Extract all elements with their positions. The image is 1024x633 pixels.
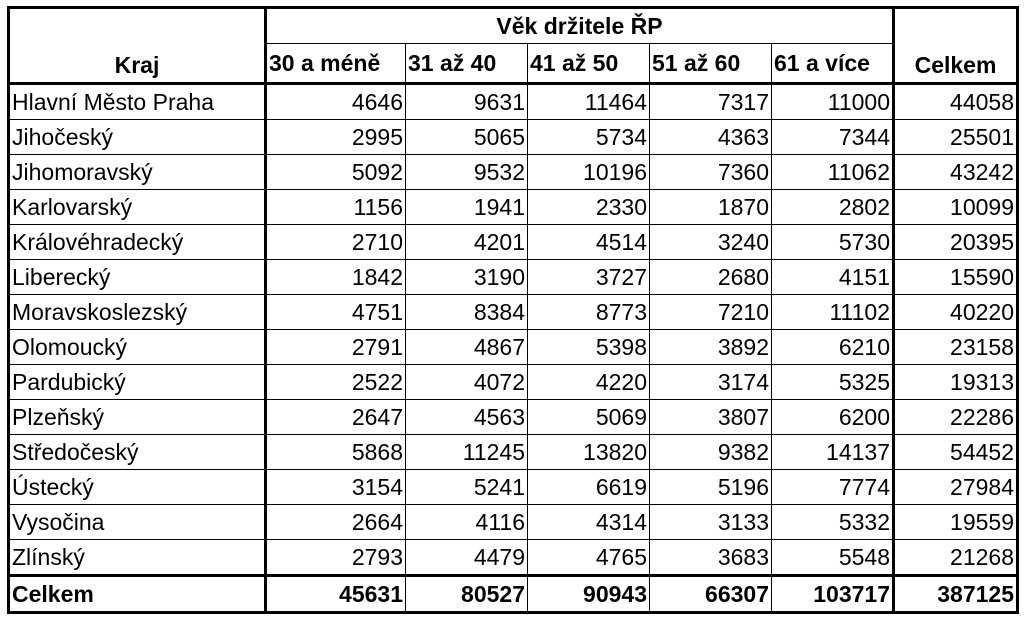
value-cell: 4363 bbox=[650, 120, 772, 155]
age-group-header: 30 a méně bbox=[266, 44, 406, 84]
value-cell: 4314 bbox=[528, 505, 650, 540]
value-cell: 14137 bbox=[772, 435, 894, 470]
value-cell: 3190 bbox=[406, 260, 528, 295]
region-name-cell: Plzeňský bbox=[9, 400, 266, 435]
table-body bbox=[9, 84, 1018, 576]
age-group-header: 61 a více bbox=[772, 44, 894, 84]
value-cell: 4514 bbox=[528, 225, 650, 260]
region-name-cell: Ústecký bbox=[9, 470, 266, 505]
value-cell: 4751 bbox=[266, 295, 406, 330]
row-total-cell: 21268 bbox=[894, 540, 1018, 576]
table-row bbox=[9, 84, 1018, 120]
table-row bbox=[9, 540, 1018, 576]
row-total-cell: 19313 bbox=[894, 365, 1018, 400]
totals-row bbox=[9, 576, 1018, 613]
value-cell: 1870 bbox=[650, 190, 772, 225]
table-row bbox=[9, 470, 1018, 505]
value-cell: 2522 bbox=[266, 365, 406, 400]
region-name-cell: Královéhradecký bbox=[9, 225, 266, 260]
table-row bbox=[9, 295, 1018, 330]
total-column-header: Celkem bbox=[894, 8, 1018, 84]
table-row bbox=[9, 155, 1018, 190]
value-cell: 3683 bbox=[650, 540, 772, 576]
row-total-cell: 10099 bbox=[894, 190, 1018, 225]
value-cell: 2330 bbox=[528, 190, 650, 225]
region-name-cell: Zlínský bbox=[9, 540, 266, 576]
table-row bbox=[9, 400, 1018, 435]
value-cell: 9382 bbox=[650, 435, 772, 470]
row-total-cell: 22286 bbox=[894, 400, 1018, 435]
region-name-cell: Vysočina bbox=[9, 505, 266, 540]
value-cell: 5196 bbox=[650, 470, 772, 505]
value-cell: 5325 bbox=[772, 365, 894, 400]
row-total-cell: 15590 bbox=[894, 260, 1018, 295]
value-cell: 9532 bbox=[406, 155, 528, 190]
value-cell: 3807 bbox=[650, 400, 772, 435]
table-row bbox=[9, 190, 1018, 225]
value-cell: 5730 bbox=[772, 225, 894, 260]
table-row bbox=[9, 330, 1018, 365]
value-cell: 7317 bbox=[650, 84, 772, 120]
value-cell: 5092 bbox=[266, 155, 406, 190]
row-total-cell: 43242 bbox=[894, 155, 1018, 190]
value-cell: 2793 bbox=[266, 540, 406, 576]
totals-cell: 90943 bbox=[528, 576, 650, 613]
table-row bbox=[9, 365, 1018, 400]
value-cell: 6619 bbox=[528, 470, 650, 505]
totals-label: Celkem bbox=[9, 576, 266, 613]
value-cell: 11102 bbox=[772, 295, 894, 330]
row-total-cell: 23158 bbox=[894, 330, 1018, 365]
data-table bbox=[7, 6, 1019, 614]
value-cell: 3727 bbox=[528, 260, 650, 295]
value-cell: 9631 bbox=[406, 84, 528, 120]
table-container bbox=[7, 6, 1019, 614]
row-total-cell: 44058 bbox=[894, 84, 1018, 120]
value-cell: 5548 bbox=[772, 540, 894, 576]
value-cell: 4867 bbox=[406, 330, 528, 365]
region-name-cell: Jihočeský bbox=[9, 120, 266, 155]
value-cell: 1156 bbox=[266, 190, 406, 225]
totals-cell: 80527 bbox=[406, 576, 528, 613]
value-cell: 4151 bbox=[772, 260, 894, 295]
value-cell: 5065 bbox=[406, 120, 528, 155]
value-cell: 7360 bbox=[650, 155, 772, 190]
region-name-cell: Jihomoravský bbox=[9, 155, 266, 190]
value-cell: 2995 bbox=[266, 120, 406, 155]
value-cell: 6210 bbox=[772, 330, 894, 365]
value-cell: 3174 bbox=[650, 365, 772, 400]
region-name-cell: Moravskoslezský bbox=[9, 295, 266, 330]
age-group-header: 51 až 60 bbox=[650, 44, 772, 84]
grand-total-cell: 387125 bbox=[894, 576, 1018, 613]
value-cell: 10196 bbox=[528, 155, 650, 190]
value-cell: 11000 bbox=[772, 84, 894, 120]
region-name-cell: Olomoucký bbox=[9, 330, 266, 365]
totals-cell: 66307 bbox=[650, 576, 772, 613]
value-cell: 4072 bbox=[406, 365, 528, 400]
value-cell: 7344 bbox=[772, 120, 894, 155]
table-footer bbox=[9, 576, 1018, 613]
value-cell: 2664 bbox=[266, 505, 406, 540]
value-cell: 1941 bbox=[406, 190, 528, 225]
value-cell: 5332 bbox=[772, 505, 894, 540]
table-header bbox=[9, 8, 1018, 84]
value-cell: 3133 bbox=[650, 505, 772, 540]
value-cell: 3892 bbox=[650, 330, 772, 365]
value-cell: 11245 bbox=[406, 435, 528, 470]
table-row bbox=[9, 260, 1018, 295]
table-row bbox=[9, 435, 1018, 470]
value-cell: 8773 bbox=[528, 295, 650, 330]
value-cell: 4563 bbox=[406, 400, 528, 435]
totals-cell: 103717 bbox=[772, 576, 894, 613]
value-cell: 4220 bbox=[528, 365, 650, 400]
value-cell: 4479 bbox=[406, 540, 528, 576]
value-cell: 6200 bbox=[772, 400, 894, 435]
region-name-cell: Středočeský bbox=[9, 435, 266, 470]
value-cell: 8384 bbox=[406, 295, 528, 330]
region-name-cell: Karlovarský bbox=[9, 190, 266, 225]
age-group-header: 41 až 50 bbox=[528, 44, 650, 84]
value-cell: 2802 bbox=[772, 190, 894, 225]
row-total-cell: 20395 bbox=[894, 225, 1018, 260]
value-cell: 5241 bbox=[406, 470, 528, 505]
value-cell: 1842 bbox=[266, 260, 406, 295]
value-cell: 4765 bbox=[528, 540, 650, 576]
value-cell: 11464 bbox=[528, 84, 650, 120]
value-cell: 4646 bbox=[266, 84, 406, 120]
value-cell: 13820 bbox=[528, 435, 650, 470]
value-cell: 3240 bbox=[650, 225, 772, 260]
row-total-cell: 40220 bbox=[894, 295, 1018, 330]
age-group-header: 31 až 40 bbox=[406, 44, 528, 84]
value-cell: 5398 bbox=[528, 330, 650, 365]
totals-cell: 45631 bbox=[266, 576, 406, 613]
value-cell: 11062 bbox=[772, 155, 894, 190]
table-row bbox=[9, 120, 1018, 155]
value-cell: 5069 bbox=[528, 400, 650, 435]
row-total-cell: 27984 bbox=[894, 470, 1018, 505]
region-name-cell: Pardubický bbox=[9, 365, 266, 400]
kraj-column-header: Kraj bbox=[9, 8, 266, 84]
value-cell: 5734 bbox=[528, 120, 650, 155]
table-row bbox=[9, 505, 1018, 540]
value-cell: 2680 bbox=[650, 260, 772, 295]
row-total-cell: 25501 bbox=[894, 120, 1018, 155]
value-cell: 7774 bbox=[772, 470, 894, 505]
value-cell: 4201 bbox=[406, 225, 528, 260]
region-name-cell: Liberecký bbox=[9, 260, 266, 295]
value-cell: 7210 bbox=[650, 295, 772, 330]
table-row bbox=[9, 225, 1018, 260]
value-cell: 4116 bbox=[406, 505, 528, 540]
region-name-cell: Hlavní Město Praha bbox=[9, 84, 266, 120]
value-cell: 5868 bbox=[266, 435, 406, 470]
row-total-cell: 19559 bbox=[894, 505, 1018, 540]
value-cell: 2647 bbox=[266, 400, 406, 435]
value-cell: 3154 bbox=[266, 470, 406, 505]
value-cell: 2710 bbox=[266, 225, 406, 260]
age-group-title: Věk držitele ŘP bbox=[266, 8, 894, 44]
value-cell: 2791 bbox=[266, 330, 406, 365]
row-total-cell: 54452 bbox=[894, 435, 1018, 470]
